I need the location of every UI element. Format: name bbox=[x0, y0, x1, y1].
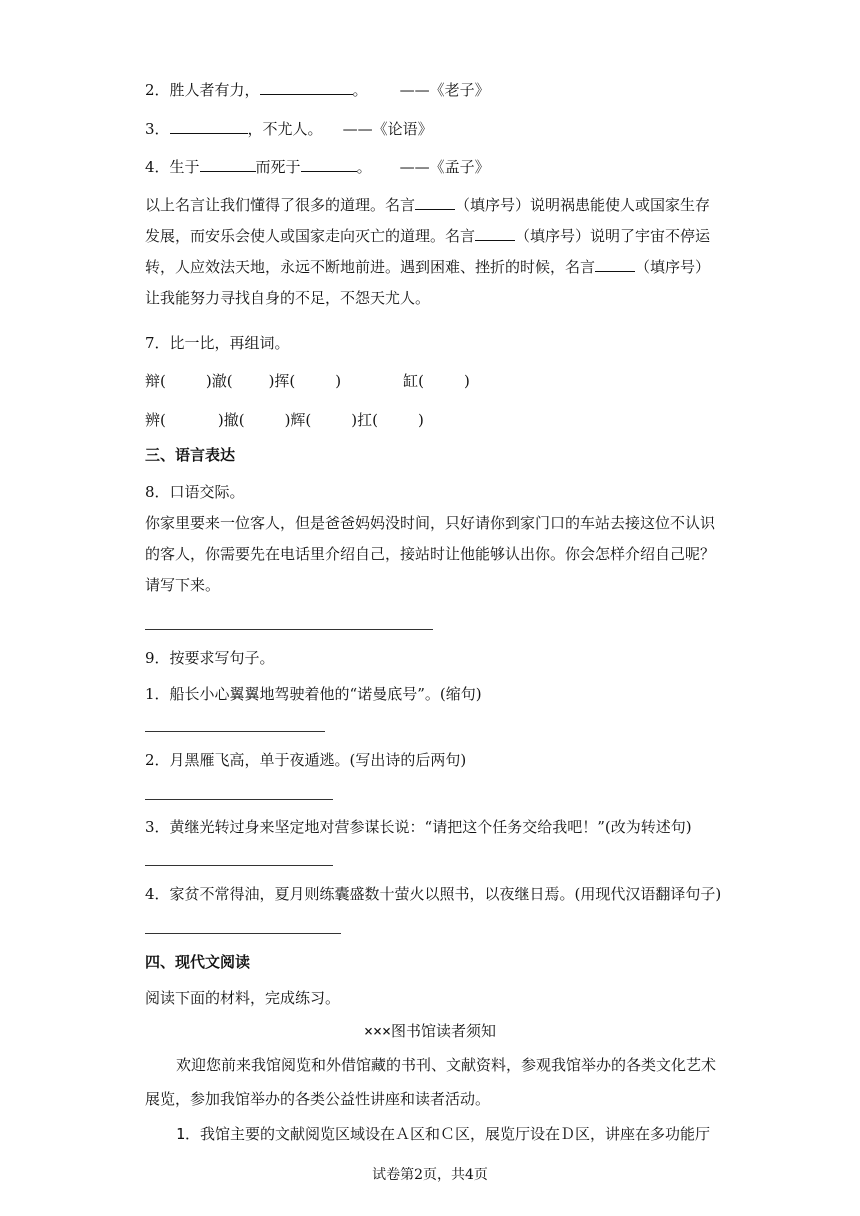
compare-row-2: 辨( )撤( )辉( )扛( ) bbox=[145, 411, 424, 429]
section-3-heading: 三、语言表达 bbox=[145, 446, 236, 464]
notice-paragraph-1-line-1: 欢迎您前来我馆阅览和外借馆藏的书刊、文献资料，参观我馆举办的各类文化艺术 bbox=[176, 1056, 717, 1074]
notice-paragraph-2-line-1: 1．我馆主要的文献阅览区域设在Ａ区和Ｃ区，展览厅设在Ｄ区，讲座在多功能厅 bbox=[176, 1125, 711, 1143]
sentence-task-4: 4．家贫不常得油，夏月则练囊盛数十萤火以照书，以夜继日焉。(用现代汉语翻译句子) bbox=[145, 885, 722, 903]
saying-3-num: 3． bbox=[145, 120, 170, 138]
saying-2 bbox=[145, 80, 490, 100]
reading-intro: 阅读下面的材料，完成练习。 bbox=[145, 989, 341, 1007]
question-7-title: 7．比一比，再组词。 bbox=[145, 334, 290, 352]
saying-4-text-b: 而死于 bbox=[255, 158, 301, 176]
answer-blank[interactable] bbox=[200, 157, 256, 172]
section-4-heading: 四、现代文阅读 bbox=[145, 953, 251, 971]
answer-blank[interactable] bbox=[301, 157, 357, 172]
saying-4-text-a: 4．生于 bbox=[145, 158, 200, 176]
answer-blank[interactable] bbox=[170, 119, 248, 134]
saying-2-end: 。 bbox=[352, 81, 368, 99]
question-8-title: 8．口语交际。 bbox=[145, 483, 245, 501]
answer-blank[interactable] bbox=[415, 195, 455, 210]
answer-line[interactable] bbox=[145, 933, 341, 934]
saying-3-source: ——《论语》 bbox=[342, 120, 433, 138]
sentence-task-3: 3．黄继光转过身来坚定地对营参谋长说：“请把这个任务交给我吧！”(改为转述句) bbox=[145, 818, 692, 836]
saying-4 bbox=[145, 157, 490, 177]
compare-row-1: 辩( )澈( )挥( ) 缸( ) bbox=[145, 372, 470, 390]
answer-line[interactable] bbox=[145, 731, 325, 732]
saying-4-source: ——《孟子》 bbox=[399, 158, 490, 176]
saying-2-text: 2．胜人者有力， bbox=[145, 81, 260, 99]
answer-line[interactable] bbox=[145, 799, 333, 800]
saying-2-source: ——《老子》 bbox=[399, 81, 490, 99]
notice-title: ×××图书馆读者须知 bbox=[363, 1022, 497, 1040]
answer-line[interactable] bbox=[145, 865, 333, 866]
answer-blank[interactable] bbox=[260, 80, 353, 95]
saying-3-text: ，不尤人。 bbox=[247, 120, 323, 138]
sayings-paragraph: 以上名言让我们懂得了很多的道理。名言 （填序号）说明祸患能使人或国家生存发展，而安乐会使人或国家走向灭亡的道理。名言 （填序号）说明了宇宙不停运转，人应效法天地，永远不断地前进。遇到困难、挫折的时候，名言 （填序号）让我能努力寻找自身的不足，不怨天尤人。 bbox=[145, 196, 711, 307]
question-8-body: 你家里要来一位客人，但是爸爸妈妈没时间，只好请你到家门口的车站去接这位不认识的客人，你需要先在电话里介绍自己，接站时让他能够认出你。你会怎样介绍自己呢？请写下来。 bbox=[145, 514, 716, 594]
sentence-task-1: 1．船长小心翼翼地驾驶着他的“诺曼底号”。(缩句) bbox=[145, 685, 482, 703]
answer-blank[interactable] bbox=[595, 257, 635, 272]
question-9-title: 9．按要求写句子。 bbox=[145, 649, 275, 667]
page-footer: 试卷第2页，共4页 bbox=[372, 1167, 488, 1183]
saying-3 bbox=[145, 119, 433, 139]
saying-4-end: 。 bbox=[356, 158, 372, 176]
answer-line[interactable] bbox=[145, 629, 433, 630]
sentence-task-2: 2．月黑雁飞高，单于夜遁逃。(写出诗的后两句) bbox=[145, 751, 467, 769]
notice-paragraph-1-line-2: 展览，参加我馆举办的各类公益性讲座和读者活动。 bbox=[145, 1090, 491, 1108]
answer-blank[interactable] bbox=[475, 226, 515, 241]
